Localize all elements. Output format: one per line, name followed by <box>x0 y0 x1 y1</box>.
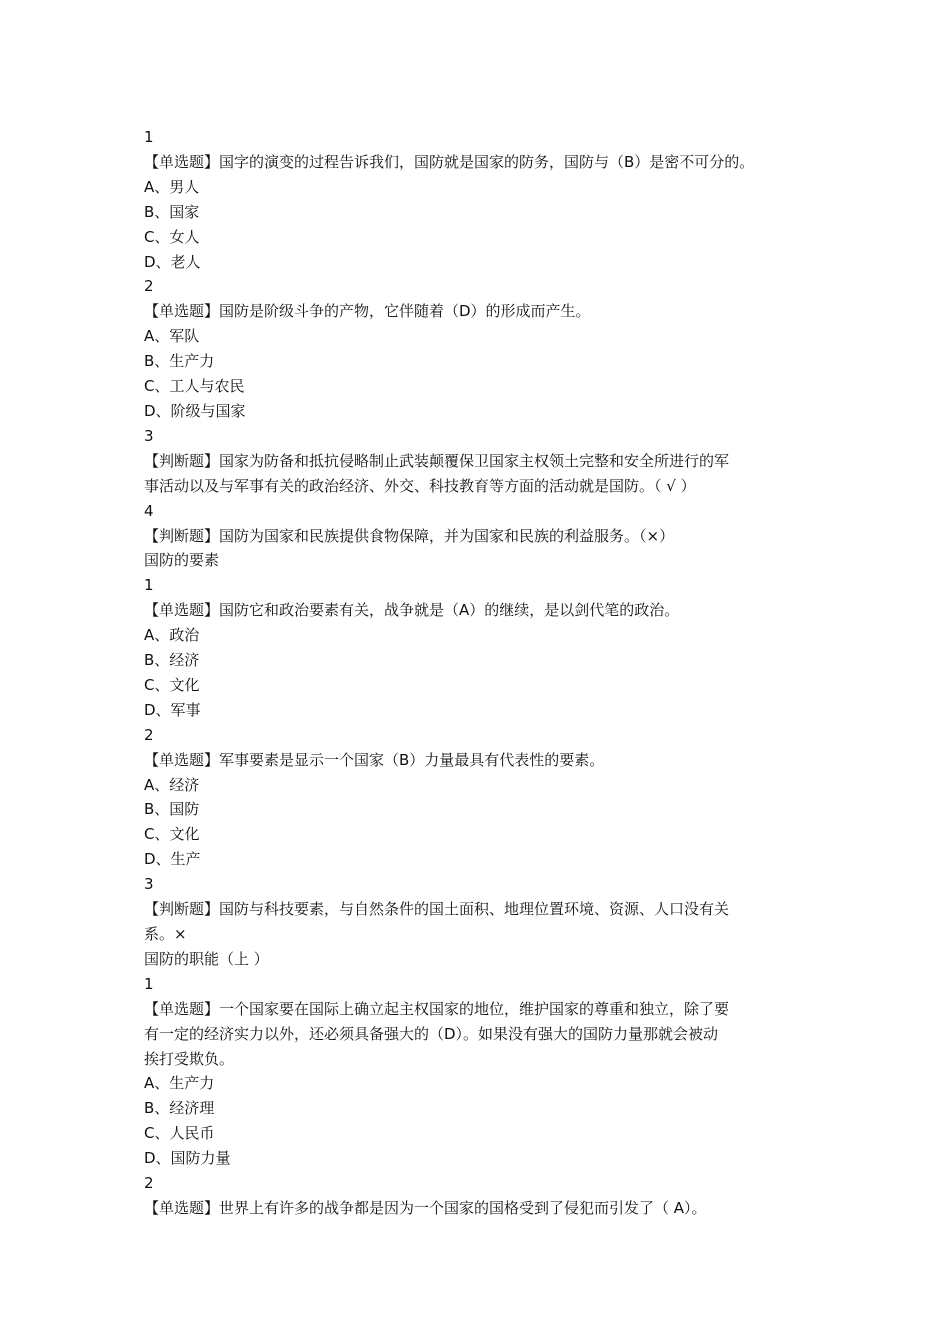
option-a: A、军队 <box>144 327 200 346</box>
option-d: D、国防力量 <box>144 1149 231 1168</box>
question-text: 【判断题】国防为国家和民族提供食物保障，并为国家和民族的利益服务。（×） <box>144 526 675 545</box>
option-b: B、生产力 <box>144 352 215 371</box>
option-d: D、老人 <box>144 252 201 271</box>
question-text-continued: 系。× <box>144 925 187 943</box>
question-number: 1 <box>144 128 154 146</box>
option-c: C、女人 <box>144 227 200 246</box>
question-text: 【判断题】国防与科技要素，与自然条件的国土面积、地理位置环境、资源、人口没有关 <box>144 900 730 919</box>
question-number: 3 <box>144 875 154 894</box>
question-text: 【单选题】国字的演变的过程告诉我们，国防就是国家的防务，国防与（B）是密不可分的。 <box>144 152 755 171</box>
option-b: B、经济理 <box>144 1099 215 1118</box>
option-d: D、军事 <box>144 700 201 719</box>
option-a: A、生产力 <box>144 1074 215 1093</box>
question-number: 3 <box>144 426 154 445</box>
question-number: 2 <box>144 277 154 296</box>
question-number: 1 <box>144 974 154 993</box>
option-c: C、人民币 <box>144 1124 215 1143</box>
section-heading: 国防的要素 <box>144 551 220 570</box>
option-b: B、国防 <box>144 800 200 819</box>
option-d: D、阶级与国家 <box>144 401 246 420</box>
question-text-continued: 挨打受欺负。 <box>144 1049 235 1068</box>
question-number: 4 <box>144 501 154 520</box>
question-text: 【单选题】一个国家要在国际上确立起主权国家的地位，维护国家的尊重和独立，除了要 <box>144 999 730 1018</box>
question-text-continued: 事活动以及与军事有关的政治经济、外交、科技教育等方面的活动就是国防。（ √ ） <box>144 476 696 495</box>
option-c: C、文化 <box>144 825 200 844</box>
option-a: A、政治 <box>144 626 200 645</box>
document-page <box>144 125 824 1221</box>
question-number: 2 <box>144 1174 154 1193</box>
option-c: C、工人与农民 <box>144 377 245 396</box>
option-a: A、男人 <box>144 177 200 196</box>
question-text: 【单选题】国防它和政治要素有关，战争就是（A）的继续，是以剑代笔的政治。 <box>144 601 680 620</box>
option-d: D、生产 <box>144 850 201 869</box>
option-a: A、经济 <box>144 775 200 794</box>
question-text: 【判断题】国家为防备和抵抗侵略制止武装颠覆保卫国家主权领土完整和安全所进行的军 <box>144 451 730 470</box>
option-c: C、文化 <box>144 675 200 694</box>
question-text: 【单选题】国防是阶级斗争的产物，它伴随着（D）的形成而产生。 <box>144 302 591 321</box>
question-text-continued: 有一定的经济实力以外，还必须具备强大的（D）。如果没有强大的国防力量那就会被动 <box>144 1024 719 1043</box>
question-text: 【单选题】世界上有许多的战争都是因为一个国家的国格受到了侵犯而引发了（ A）。 <box>144 1198 707 1217</box>
section-heading: 国防的职能（上 ） <box>144 949 269 968</box>
option-b: B、经济 <box>144 651 200 670</box>
question-text: 【单选题】军事要素是显示一个国家（B）力量最具有代表性的要素。 <box>144 750 605 769</box>
question-number: 1 <box>144 576 154 595</box>
question-number: 2 <box>144 725 154 744</box>
option-b: B、国家 <box>144 202 200 221</box>
